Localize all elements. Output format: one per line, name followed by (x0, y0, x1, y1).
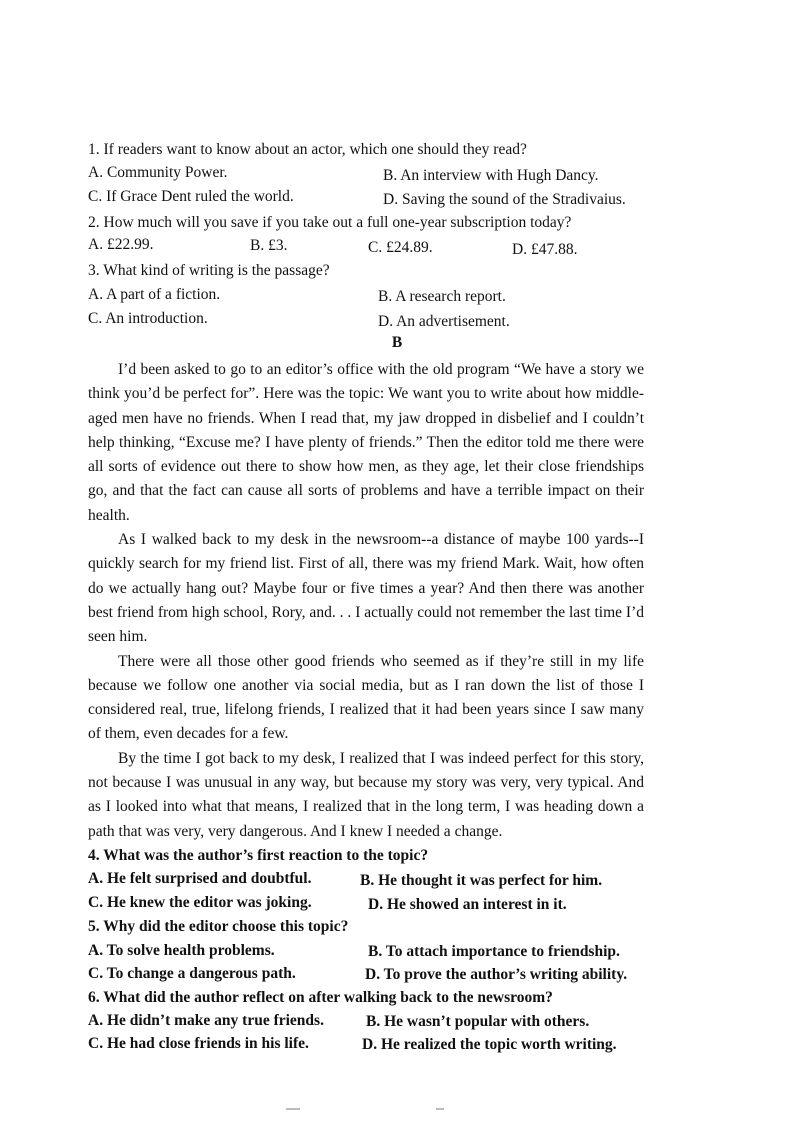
question-3-stem: 3. What kind of writing is the passage? (88, 262, 330, 279)
question-4-stem: 4. What was the author’s first reaction to the topic? (88, 847, 429, 864)
question-6-option-b: B. He wasn’t popular with others. (366, 1013, 590, 1030)
question-3-option-b: B. A research report. (378, 288, 506, 305)
question-6-option-a: A. He didn’t make any true friends. (88, 1012, 324, 1029)
question-2-option-a: A. £22.99. (88, 236, 154, 253)
question-5-option-c: C. To change a dangerous path. (88, 965, 296, 982)
passage-paragraph-2: As I walked back to my desk in the newsroom--a distance of maybe 100 yards--I quickly search for my friend list. First of all, there was my friend Mark. Wait, how often do we actually hang out? Maybe four or five times a year? And then there was another best friend from high school, Rory, and. . . I actually could not remember the last time I’d seen him. (88, 531, 644, 646)
question-1-option-b: B. An interview with Hugh Dancy. (383, 167, 599, 184)
scan-mark (286, 1108, 300, 1110)
question-2-option-d: D. £47.88. (512, 241, 578, 258)
question-3-option-c: C. An introduction. (88, 310, 208, 327)
question-1-option-a: A. Community Power. (88, 164, 228, 181)
passage-paragraph-3: There were all those other good friends who seemed as if they’re still in my life because we follow one another via social media, but as I ran down the list of those I considered real, true, lifelong friends, I realized that it had been years since I saw many of them, even decades for a few. (88, 652, 644, 743)
question-6-option-d: D. He realized the topic worth writing. (362, 1036, 617, 1053)
reading-passage (88, 358, 644, 844)
question-3-option-a: A. A part of a fiction. (88, 286, 221, 303)
question-4-option-b: B. He thought it was perfect for him. (360, 872, 603, 889)
question-3-option-d: D. An advertisement. (378, 313, 510, 330)
question-4-option-a: A. He felt surprised and doubtful. (88, 870, 312, 887)
question-6-option-c: C. He had close friends in his life. (88, 1035, 309, 1052)
question-6-stem: 6. What did the author reflect on after walking back to the newsroom? (88, 989, 553, 1006)
question-2-option-c: C. £24.89. (368, 239, 433, 256)
question-5-option-a: A. To solve health problems. (88, 942, 275, 959)
question-4-option-c: C. He knew the editor was joking. (88, 894, 312, 911)
section-heading: B (391, 334, 403, 351)
question-2-stem: 2. How much will you save if you take out a full one-year subscription today? (88, 214, 572, 231)
question-5-option-b: B. To attach importance to friendship. (368, 943, 620, 960)
question-1-option-d: D. Saving the sound of the Stradivaius. (383, 191, 626, 208)
question-1-option-c: C. If Grace Dent ruled the world. (88, 188, 294, 205)
passage-paragraph-1: I’d been asked to go to an editor’s office with the old program “We have a story we think you’d be perfect for”. Here was the topic: We want you to write about how middle-aged men have no friends. When I read that, my jaw dropped in disbelief and I couldn’t help thinking, “Excuse me? I have plenty of friends.” Then the editor told me there were all sorts of evidence out there to show how men, as they age, let their close friendships go, and that the fact can cause all sorts of problems and have a terrible impact on their health. (88, 361, 644, 524)
question-5-stem: 5. Why did the editor choose this topic? (88, 918, 349, 935)
question-2-option-b: B. £3. (250, 237, 288, 254)
passage-paragraph-4: By the time I got back to my desk, I realized that I was indeed perfect for this story, not because I was unusual in any way, but because my story was very, very typical. And as I looked into what that means, I realized that in the long term, I was heading down a path that was very, very dangerous. And I knew I needed a change. (88, 749, 644, 840)
question-4-option-d: D. He showed an interest in it. (368, 896, 567, 913)
scan-mark (436, 1108, 444, 1110)
question-5-option-d: D. To prove the author’s writing ability. (365, 966, 628, 983)
question-1-stem: 1. If readers want to know about an actor, which one should they read? (88, 141, 527, 158)
